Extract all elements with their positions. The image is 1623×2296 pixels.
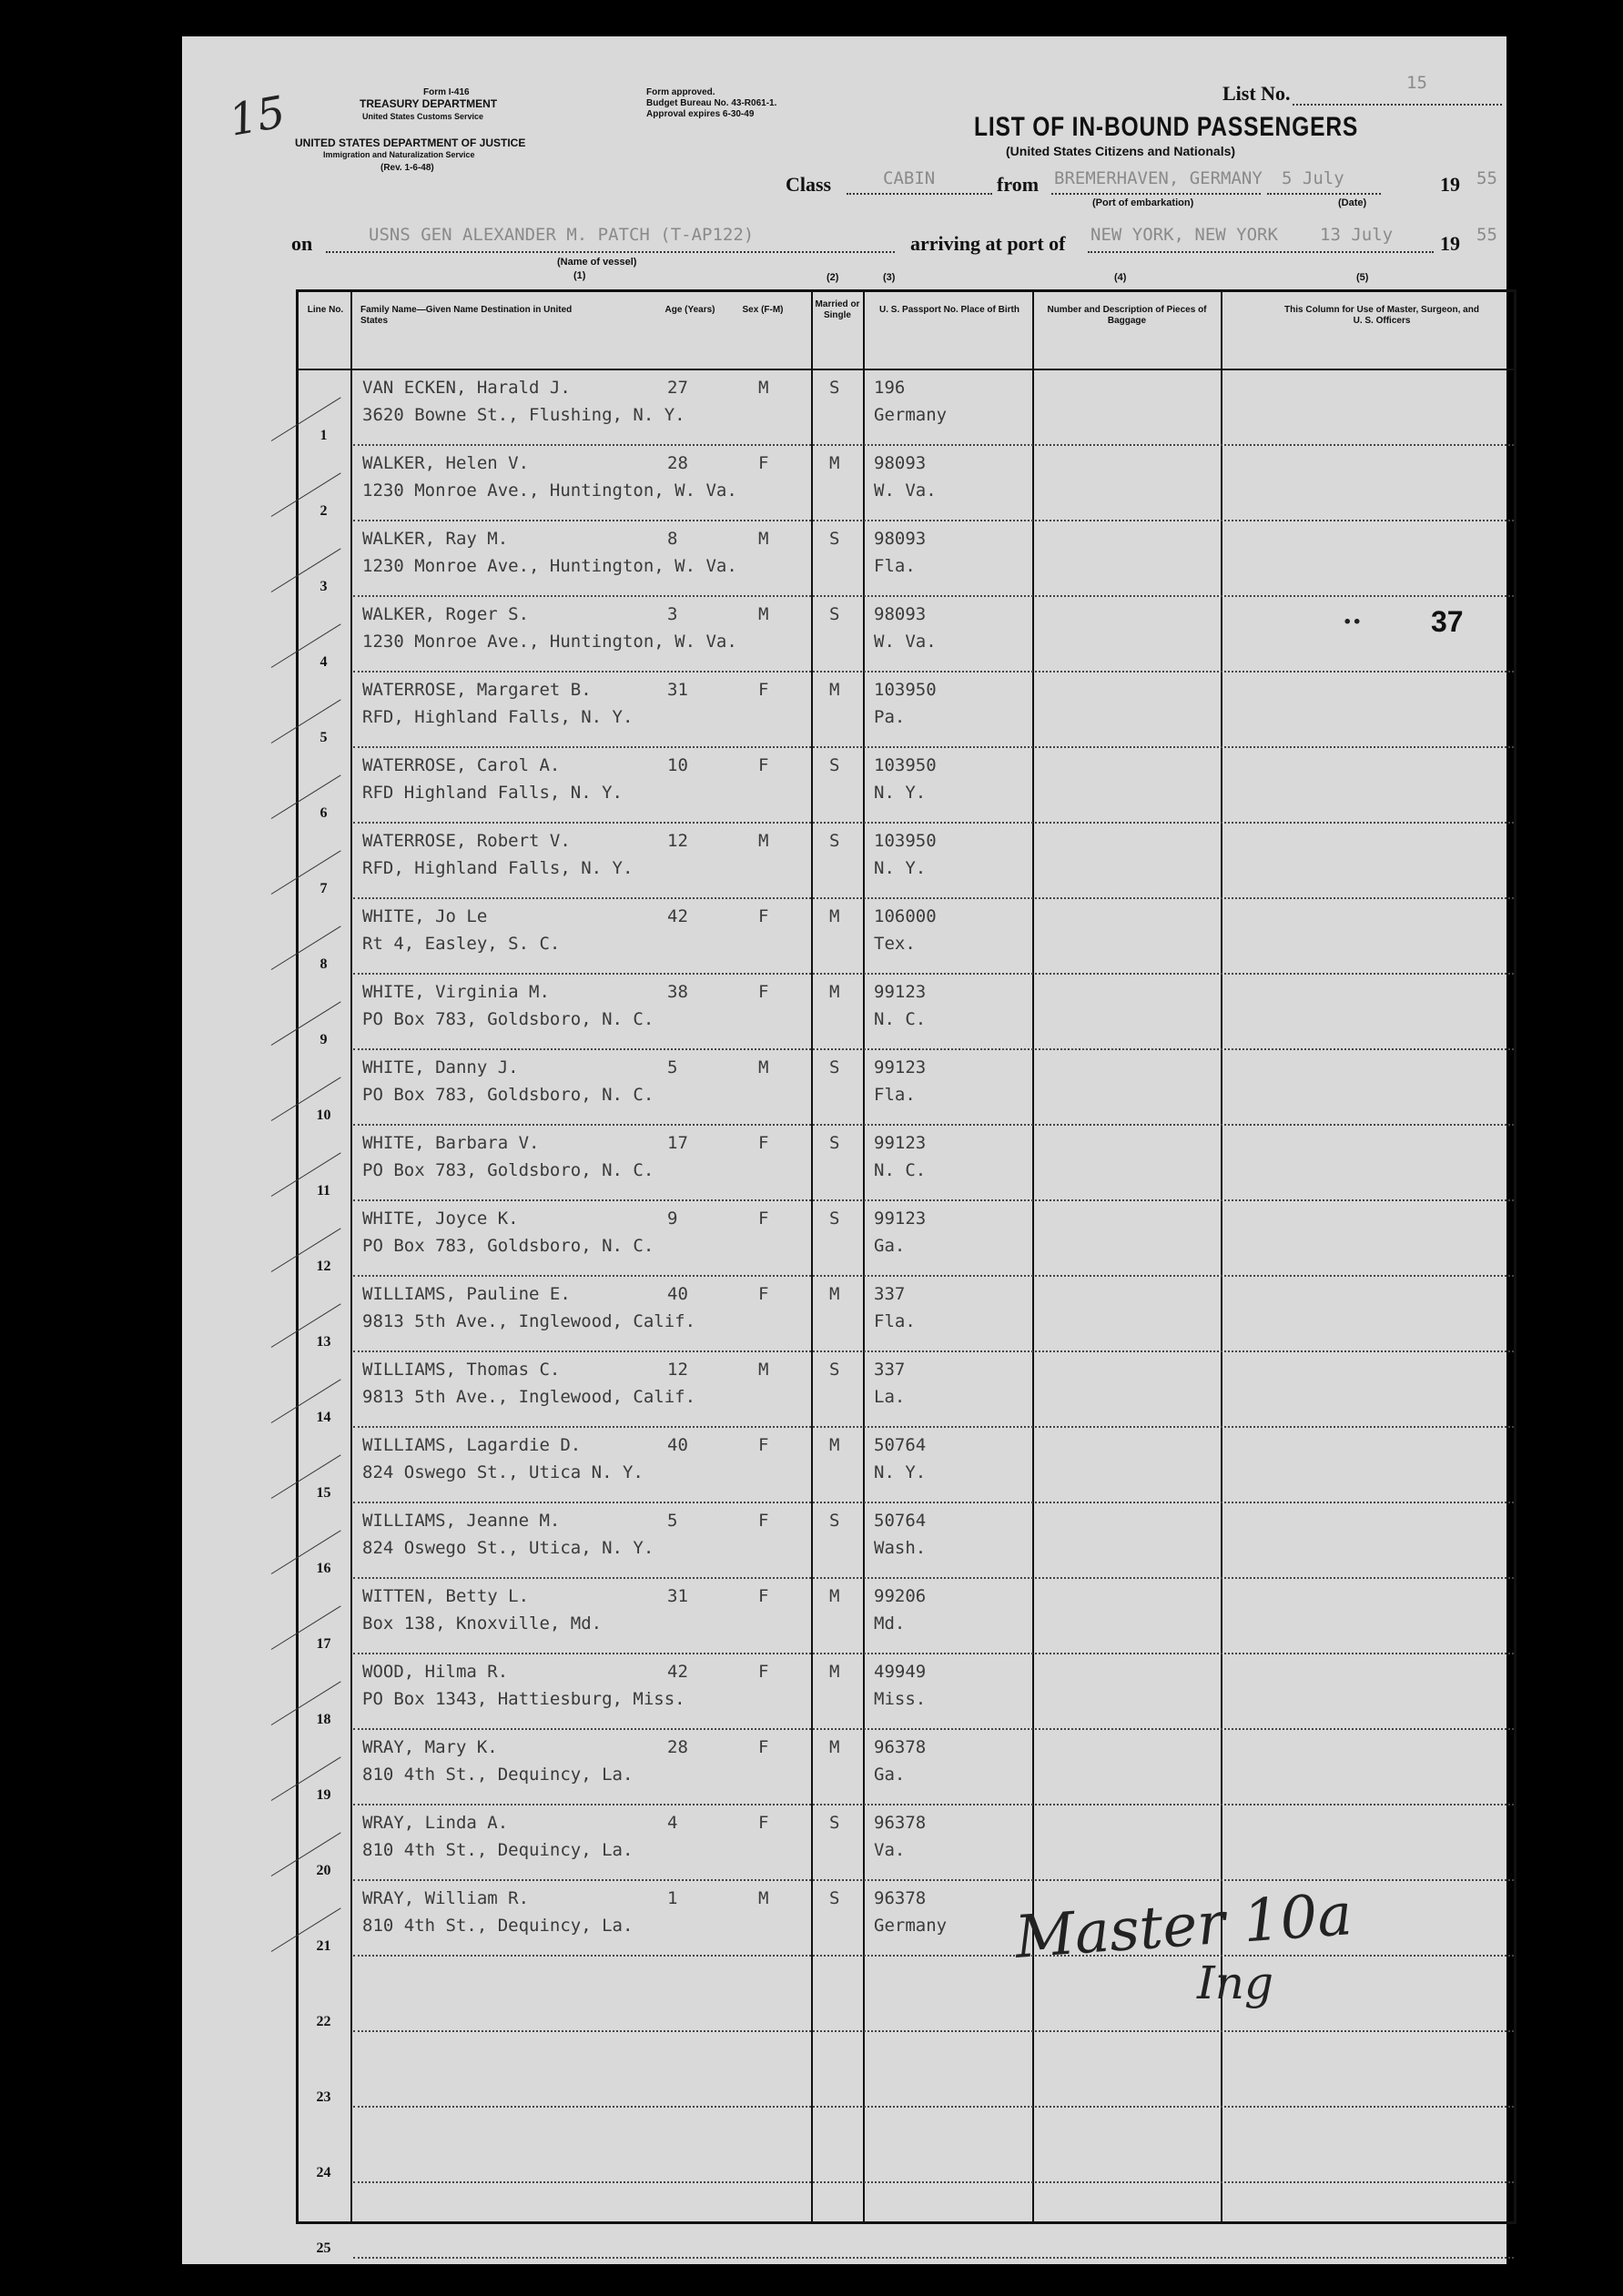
passenger-address: 1230 Monroe Ave., Huntington, W. Va. (362, 480, 737, 501)
port-caption: (Port of embarkation) (1092, 197, 1194, 208)
passenger-age: 1 (667, 1888, 678, 1908)
line-number: 21 (316, 1938, 331, 1954)
place-of-birth: W. Va. (874, 480, 937, 501)
passenger-marital-status: M (829, 1435, 840, 1455)
ins-label: Immigration and Naturalization Service (323, 150, 475, 159)
passenger-address: RFD Highland Falls, N. Y. (362, 783, 623, 803)
passenger-age: 42 (667, 906, 688, 926)
passenger-sex: M (758, 1057, 769, 1077)
from-date: 5 July (1282, 168, 1344, 188)
table-row (299, 1352, 1514, 1428)
passenger-name: WATERROSE, Carol A. (362, 755, 561, 775)
line-number: 5 (320, 730, 328, 745)
passenger-age: 40 (667, 1284, 688, 1304)
passenger-age: 38 (667, 982, 688, 1002)
passenger-name: WHITE, Danny J. (362, 1057, 519, 1077)
officer-count: 37 (1431, 605, 1464, 638)
year-prefix-1: 19 (1440, 173, 1460, 196)
passenger-age: 28 (667, 1737, 688, 1757)
passenger-age: 3 (667, 604, 678, 624)
passport-number: 337 (874, 1284, 906, 1304)
table-row (299, 370, 1514, 446)
passenger-age: 8 (667, 529, 678, 549)
passenger-address: 9813 5th Ave., Inglewood, Calif. (362, 1311, 696, 1331)
table-row (299, 1730, 1514, 1805)
line-number: 7 (320, 881, 328, 896)
table-row (299, 899, 1514, 975)
table-row (299, 673, 1514, 748)
passenger-address: 1230 Monroe Ave., Huntington, W. Va. (362, 632, 737, 652)
passenger-address: 810 4th St., Dequincy, La. (362, 1916, 634, 1936)
col-header-passport: U. S. Passport No. Place of Birth (879, 305, 1019, 315)
passenger-address: 3620 Bowne St., Flushing, N. Y. (362, 405, 685, 425)
passport-number: 98093 (874, 453, 927, 473)
place-of-birth: N. C. (874, 1160, 927, 1180)
passport-number: 103950 (874, 831, 937, 851)
line-number: 16 (316, 1561, 331, 1576)
table-row (299, 2032, 1514, 2108)
colnum-5: (5) (1356, 272, 1369, 283)
passenger-sex: M (758, 378, 769, 398)
vessel-caption: (Name of vessel) (557, 257, 637, 268)
list-no-label: List No. (1222, 82, 1291, 105)
from-label: from (997, 173, 1040, 196)
passenger-name: WALKER, Helen V. (362, 453, 530, 473)
passport-number: 50764 (874, 1511, 927, 1531)
passenger-marital-status: M (829, 1737, 840, 1757)
line-number: 9 (320, 1032, 328, 1047)
expires-label: Approval expires 6-30-49 (646, 109, 755, 119)
table-row (299, 2108, 1514, 2183)
place-of-birth: Fla. (874, 1085, 916, 1105)
passenger-age: 5 (667, 1511, 678, 1531)
arrival-underline (1088, 251, 1434, 253)
passenger-sex: F (758, 1133, 769, 1153)
passenger-sex: F (758, 680, 769, 700)
vessel-name: USNS GEN ALEXANDER M. PATCH (T-AP122) (369, 225, 755, 245)
passenger-marital-status: S (829, 1209, 840, 1229)
place-of-birth: La. (874, 1387, 906, 1407)
list-no-value: 15 (1406, 73, 1427, 93)
place-of-birth: Tex. (874, 934, 916, 954)
passenger-name: WILLIAMS, Pauline E. (362, 1284, 571, 1304)
colnum-4: (4) (1114, 272, 1127, 283)
passenger-name: VAN ECKEN, Harald J. (362, 378, 571, 398)
year-2: 55 (1476, 225, 1497, 245)
passenger-marital-status: M (829, 453, 840, 473)
col-header-married: Married or Single (815, 299, 860, 320)
col-header-name: Family Name—Given Name Destination in United States (360, 305, 573, 326)
passenger-age: 4 (667, 1813, 678, 1833)
passenger-address: PO Box 783, Goldsboro, N. C. (362, 1009, 654, 1029)
row-separator (353, 2257, 1514, 2259)
from-underline (1051, 193, 1261, 195)
passenger-age: 12 (667, 1360, 688, 1380)
rev-label: (Rev. 1-6-48) (380, 163, 434, 173)
table-row (299, 1579, 1514, 1654)
passenger-address: 810 4th St., Dequincy, La. (362, 1765, 634, 1785)
passenger-address: PO Box 783, Goldsboro, N. C. (362, 1085, 654, 1105)
master-signature: Master 10a (1012, 1881, 1354, 1972)
line-number: 1 (320, 428, 328, 443)
passenger-sex: F (758, 1284, 769, 1304)
passport-number: 103950 (874, 755, 937, 775)
col-header-line: Line No. (307, 305, 344, 315)
passport-number: 50764 (874, 1435, 927, 1455)
line-number: 25 (316, 2240, 331, 2256)
passenger-marital-status: M (829, 906, 840, 926)
passport-number: 98093 (874, 529, 927, 549)
passenger-name: WATERROSE, Margaret B. (362, 680, 592, 700)
passenger-address: 810 4th St., Dequincy, La. (362, 1840, 634, 1860)
passenger-sex: F (758, 1511, 769, 1531)
table-row (299, 1654, 1514, 1730)
table-row (299, 975, 1514, 1050)
place-of-birth: Germany (874, 405, 948, 425)
customs-label: United States Customs Service (362, 112, 484, 121)
budget-label: Budget Bureau No. 43-R061-1. (646, 98, 777, 108)
passenger-marital-status: M (829, 680, 840, 700)
table-row (299, 748, 1514, 824)
list-title: LIST OF IN-BOUND PASSENGERS (974, 112, 1359, 142)
passenger-address: PO Box 783, Goldsboro, N. C. (362, 1236, 654, 1256)
passenger-marital-status: S (829, 529, 840, 549)
line-number: 2 (320, 503, 328, 519)
line-number: 22 (316, 2014, 331, 2029)
passenger-name: WILLIAMS, Lagardie D. (362, 1435, 582, 1455)
passenger-age: 40 (667, 1435, 688, 1455)
arrival-date: 13 July (1320, 225, 1394, 245)
passenger-age: 17 (667, 1133, 688, 1153)
passenger-name: WHITE, Barbara V. (362, 1133, 540, 1153)
passenger-sex: M (758, 604, 769, 624)
table-row (299, 597, 1514, 673)
signature-initials: Ing (1197, 1957, 1273, 2009)
passenger-age: 5 (667, 1057, 678, 1077)
passenger-address: 824 Oswego St., Utica, N. Y. (362, 1538, 654, 1558)
class-value: CABIN (883, 168, 936, 188)
place-of-birth: Pa. (874, 707, 906, 727)
from-date-underline (1267, 193, 1381, 195)
passport-number: 103950 (874, 680, 937, 700)
line-number: 23 (316, 2089, 331, 2105)
passenger-marital-status: S (829, 1888, 840, 1908)
passenger-marital-status: S (829, 378, 840, 398)
passenger-marital-status: M (829, 1586, 840, 1606)
vessel-colnum: (1) (573, 270, 586, 281)
passenger-age: 27 (667, 378, 688, 398)
passenger-name: WOOD, Hilma R. (362, 1662, 509, 1682)
passenger-address: Box 138, Knoxville, Md. (362, 1613, 603, 1633)
passport-number: 99123 (874, 982, 927, 1002)
passenger-marital-status: M (829, 1284, 840, 1304)
passport-number: 96378 (874, 1888, 927, 1908)
passenger-address: 9813 5th Ave., Inglewood, Calif. (362, 1387, 696, 1407)
passenger-marital-status: S (829, 1133, 840, 1153)
passenger-marital-status: S (829, 755, 840, 775)
passenger-name: WRAY, Linda A. (362, 1813, 509, 1833)
list-subtitle: (United States Citizens and Nationals) (1006, 144, 1236, 158)
place-of-birth: Ga. (874, 1765, 906, 1785)
passport-number: 337 (874, 1360, 906, 1380)
treasury-label: TREASURY DEPARTMENT (360, 97, 498, 110)
line-number: 24 (316, 2165, 331, 2180)
passenger-sex: F (758, 1662, 769, 1682)
line-number: 3 (320, 579, 328, 594)
place-of-birth: Germany (874, 1916, 948, 1936)
arriving-label: arriving at port of (910, 232, 1066, 255)
passenger-sex: M (758, 529, 769, 549)
passport-number: 196 (874, 378, 906, 398)
line-number: 14 (316, 1410, 331, 1425)
passport-number: 99123 (874, 1209, 927, 1229)
place-of-birth: N. Y. (874, 783, 927, 803)
place-of-birth: Md. (874, 1613, 906, 1633)
passenger-name: WILLIAMS, Thomas C. (362, 1360, 561, 1380)
passport-number: 96378 (874, 1737, 927, 1757)
passenger-address: Rt 4, Easley, S. C. (362, 934, 561, 954)
colnum-2: (2) (827, 272, 839, 283)
col-header-age: Age (Years) (664, 305, 715, 315)
col-header-officers: This Column for Use of Master, Surgeon, and U. S. Officers (1284, 305, 1479, 326)
margin-mark: 15 (225, 86, 289, 147)
table-row (299, 521, 1514, 597)
passenger-sex: F (758, 1209, 769, 1229)
passenger-name: WITTEN, Betty L. (362, 1586, 530, 1606)
table-row (299, 1503, 1514, 1579)
arrival-port: NEW YORK, NEW YORK (1090, 225, 1278, 245)
table-row (299, 1957, 1514, 2032)
line-number: 10 (316, 1108, 331, 1123)
passenger-address: 824 Oswego St., Utica N. Y. (362, 1462, 644, 1482)
colnum-3: (3) (883, 272, 896, 283)
line-number: 17 (316, 1636, 331, 1652)
table-row (299, 1050, 1514, 1126)
passenger-name: WRAY, Mary K. (362, 1737, 498, 1757)
table-row (299, 1805, 1514, 1881)
passenger-address: 1230 Monroe Ave., Huntington, W. Va. (362, 556, 737, 576)
passenger-address: RFD, Highland Falls, N. Y. (362, 707, 634, 727)
place-of-birth: N. Y. (874, 858, 927, 878)
passport-number: 99123 (874, 1133, 927, 1153)
passenger-sex: F (758, 1435, 769, 1455)
passenger-age: 42 (667, 1662, 688, 1682)
passenger-sex: M (758, 831, 769, 851)
passenger-name: WALKER, Ray M. (362, 529, 509, 549)
place-of-birth: N. Y. (874, 1462, 927, 1482)
table-row (299, 446, 1514, 521)
place-of-birth: Fla. (874, 1311, 916, 1331)
passenger-age: 28 (667, 453, 688, 473)
passenger-age: 10 (667, 755, 688, 775)
passport-number: 106000 (874, 906, 937, 926)
passport-number: 98093 (874, 604, 927, 624)
place-of-birth: W. Va. (874, 632, 937, 652)
passenger-sex: F (758, 1586, 769, 1606)
table-row (299, 2183, 1514, 2259)
passenger-sex: F (758, 1737, 769, 1757)
on-label: on (291, 232, 313, 255)
passenger-marital-status: S (829, 1057, 840, 1077)
doj-label: UNITED STATES DEPARTMENT OF JUSTICE (295, 137, 526, 149)
line-number: 4 (320, 654, 328, 670)
passenger-age: 31 (667, 1586, 688, 1606)
form-number: Form I-416 (423, 87, 470, 97)
passenger-sex: F (758, 1813, 769, 1833)
table-row (299, 1428, 1514, 1503)
passenger-name: WHITE, Joyce K. (362, 1209, 519, 1229)
line-number: 8 (320, 956, 328, 972)
list-no-underline (1293, 104, 1502, 106)
place-of-birth: N. C. (874, 1009, 927, 1029)
table-row (299, 1201, 1514, 1277)
col-header-baggage: Number and Description of Pieces of Baggage (1047, 305, 1207, 326)
passenger-age: 31 (667, 680, 688, 700)
passport-number: 99123 (874, 1057, 927, 1077)
table-row (299, 1126, 1514, 1201)
line-number: 20 (316, 1863, 331, 1878)
place-of-birth: Miss. (874, 1689, 927, 1709)
year-1: 55 (1476, 168, 1497, 188)
passenger-address: PO Box 1343, Hattiesburg, Miss. (362, 1689, 685, 1709)
passenger-sex: F (758, 453, 769, 473)
passenger-name: WILLIAMS, Jeanne M. (362, 1511, 561, 1531)
passenger-sex: F (758, 906, 769, 926)
class-underline (847, 193, 992, 195)
line-number: 15 (316, 1485, 331, 1501)
passenger-sex: M (758, 1888, 769, 1908)
passenger-marital-status: S (829, 831, 840, 851)
passenger-sex: M (758, 1360, 769, 1380)
passenger-age: 12 (667, 831, 688, 851)
passenger-name: WATERROSE, Robert V. (362, 831, 571, 851)
line-number: 13 (316, 1334, 331, 1350)
passport-number: 99206 (874, 1586, 927, 1606)
class-label: Class (786, 173, 832, 196)
table-row (299, 1277, 1514, 1352)
passport-number: 49949 (874, 1662, 927, 1682)
place-of-birth: Wash. (874, 1538, 927, 1558)
place-of-birth: Ga. (874, 1236, 906, 1256)
year-prefix-2: 19 (1440, 232, 1460, 255)
place-of-birth: Va. (874, 1840, 906, 1860)
passenger-name: WALKER, Roger S. (362, 604, 530, 624)
place-of-birth: Fla. (874, 556, 916, 576)
passenger-sex: F (758, 755, 769, 775)
line-number: 6 (320, 805, 328, 821)
line-number: 18 (316, 1712, 331, 1727)
passenger-name: WHITE, Virginia M. (362, 982, 550, 1002)
line-number: 19 (316, 1787, 331, 1803)
passenger-marital-status: M (829, 982, 840, 1002)
manifest-page (182, 36, 1506, 2264)
passenger-address: PO Box 783, Goldsboro, N. C. (362, 1160, 654, 1180)
passenger-age: 9 (667, 1209, 678, 1229)
vessel-underline (326, 251, 895, 253)
passenger-marital-status: S (829, 1360, 840, 1380)
table-row (299, 824, 1514, 899)
passenger-marital-status: M (829, 1662, 840, 1682)
passenger-marital-status: S (829, 1511, 840, 1531)
passenger-marital-status: S (829, 1813, 840, 1833)
from-value: BREMERHAVEN, GERMANY (1054, 168, 1263, 188)
passenger-name: WHITE, Jo Le (362, 906, 488, 926)
passenger-address: RFD, Highland Falls, N. Y. (362, 858, 634, 878)
col-header-sex: Sex (F-M) (742, 305, 784, 315)
approved-label: Form approved. (646, 87, 715, 97)
passenger-marital-status: S (829, 604, 840, 624)
date-caption: (Date) (1338, 197, 1367, 208)
passenger-name: WRAY, William R. (362, 1888, 530, 1908)
officer-marks: .. (1343, 599, 1362, 631)
passenger-sex: F (758, 982, 769, 1002)
line-number: 11 (316, 1183, 331, 1199)
passport-number: 96378 (874, 1813, 927, 1833)
line-number: 12 (316, 1259, 331, 1274)
